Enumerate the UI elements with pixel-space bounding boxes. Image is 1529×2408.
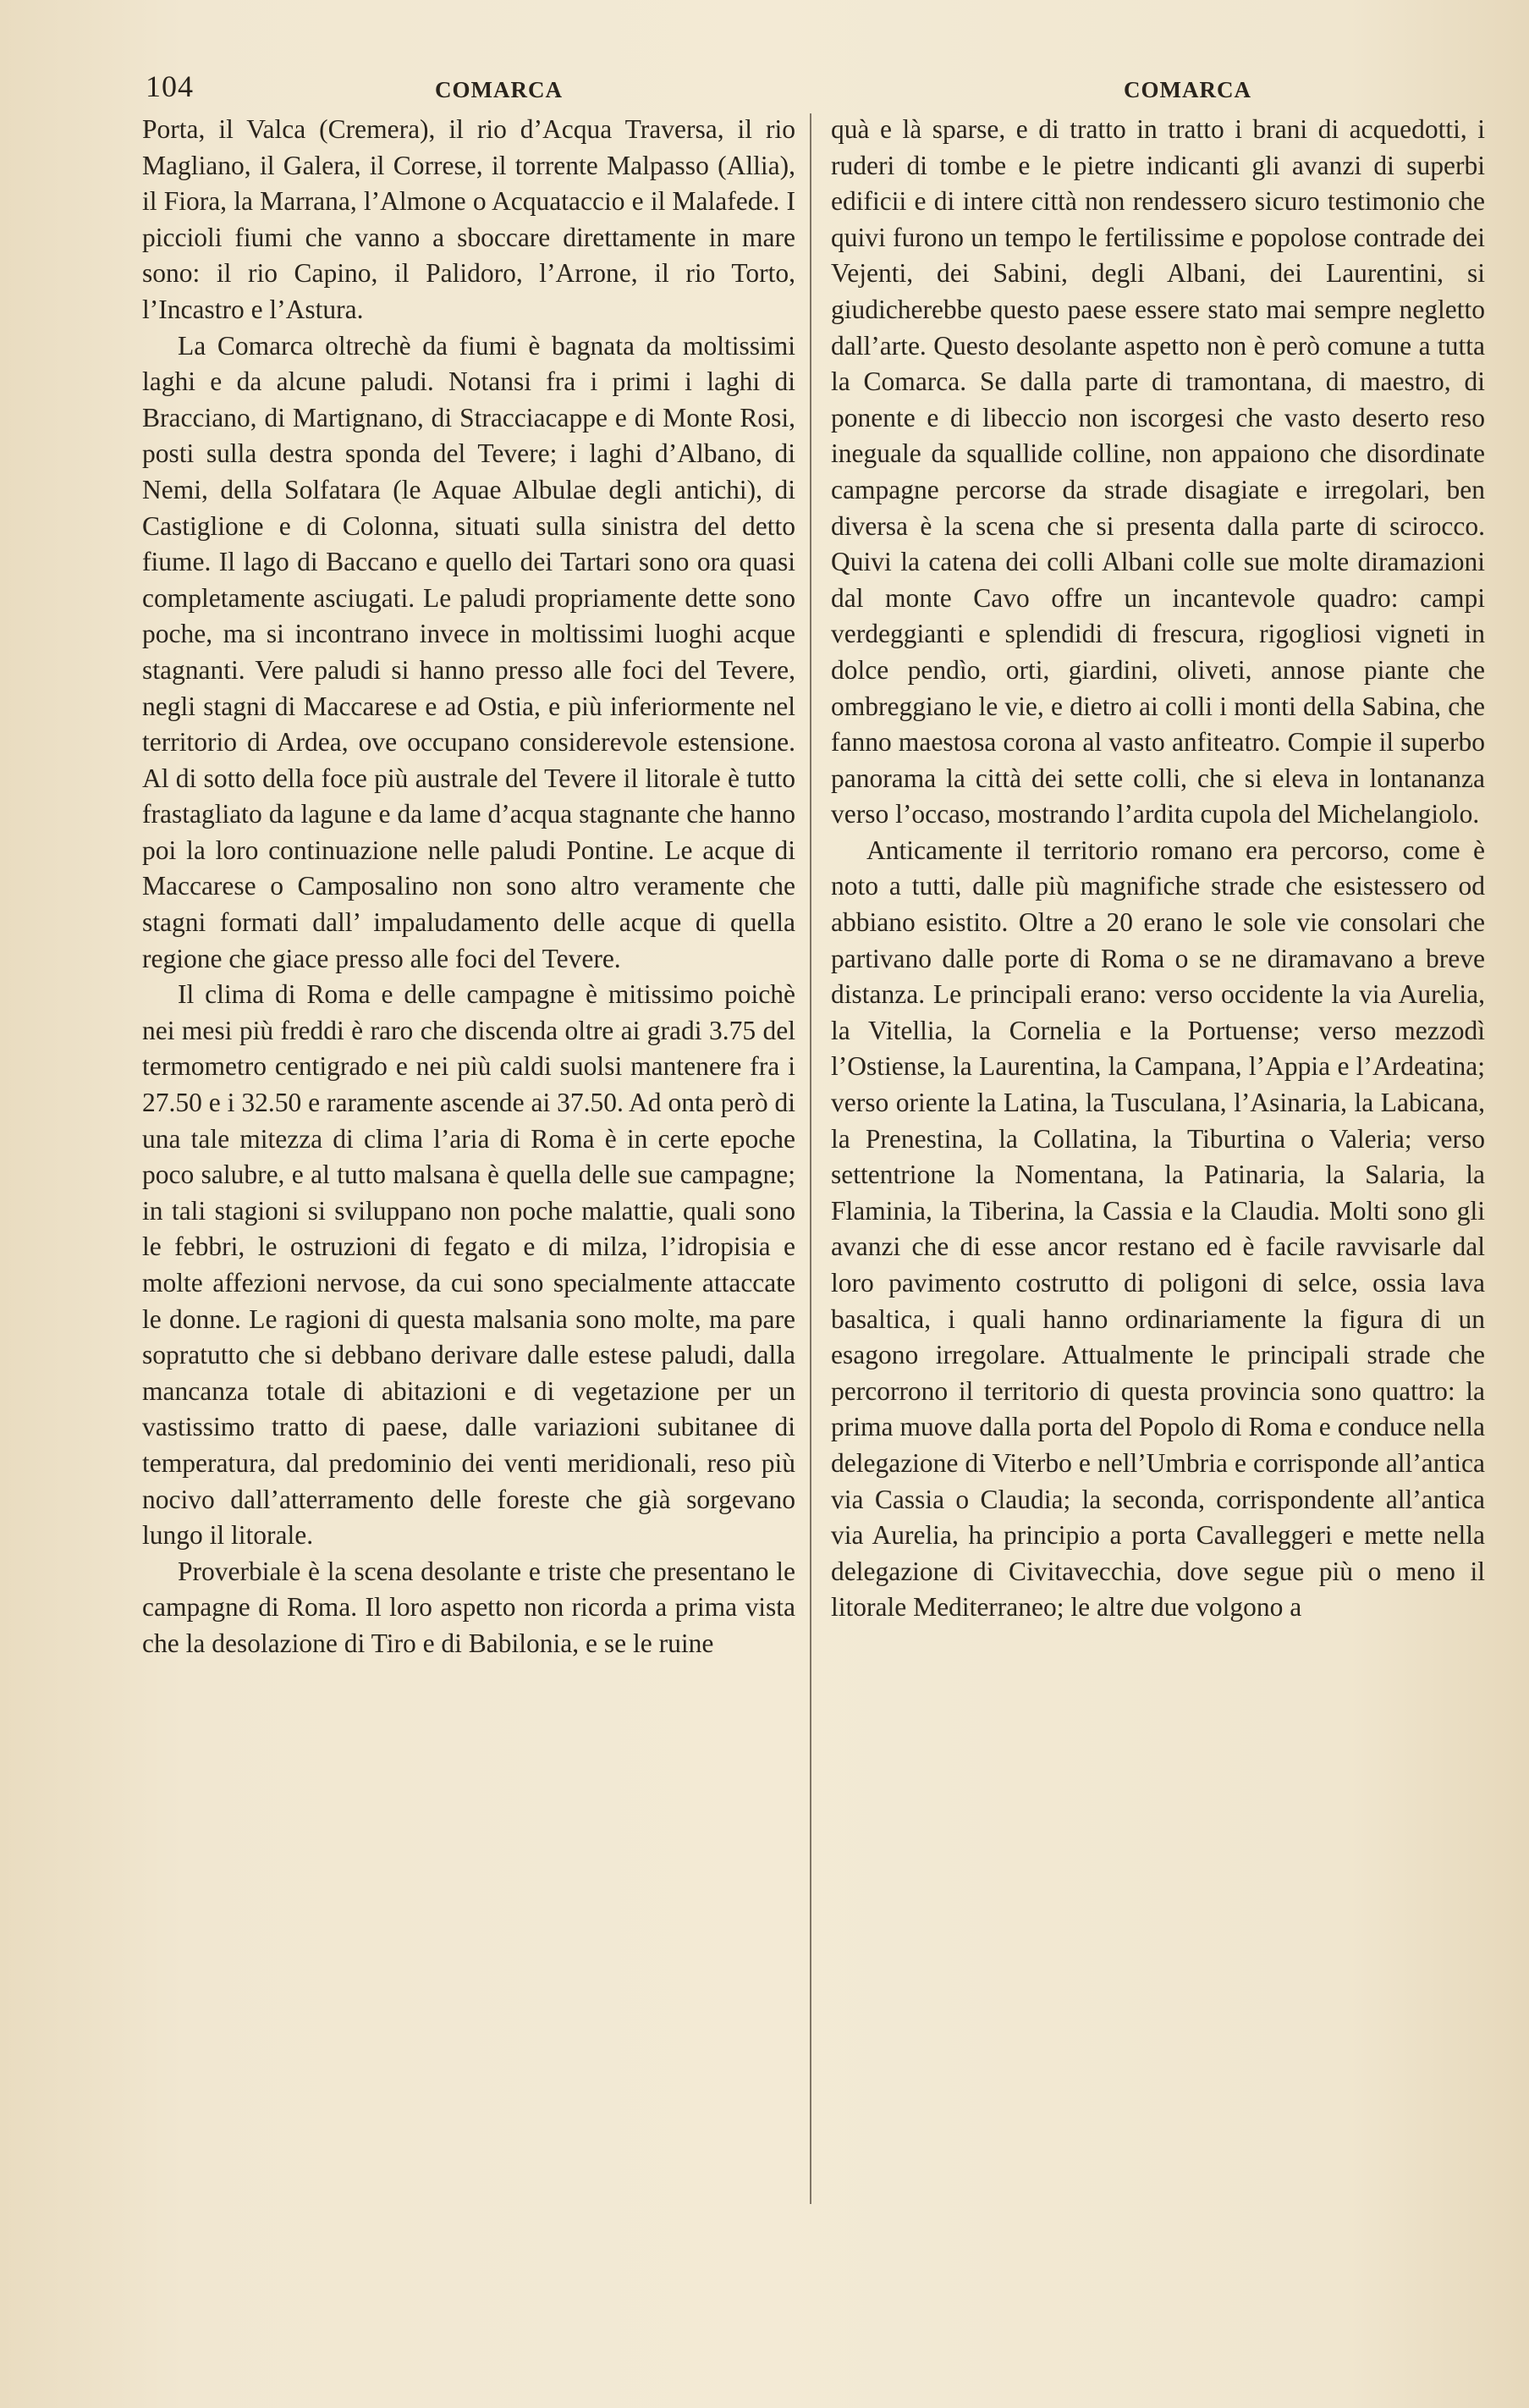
running-head-left: COMARCA (435, 77, 563, 102)
paragraph-lakes-and-marshes: La Comarca oltrechè da fiumi è bagnata da moltissimi laghi e da alcune paludi. Notansi fra i primi i laghi di Bracciano, di Martignano, di Stracciacappe e di Monte Rosi, posti sulla destra sponda del Tevere; i laghi d’Albano, di Nemi, della Solfatara (le Aquae Albulae degli antichi), di Castiglione e di Colonna, situati sulla sinistra del detto fiume. Il lago di Baccano e quello dei Tartari sono ora quasi completamente asciugati. Le paludi propriamente dette sono poche, ma si incontrano invece in moltissimi luoghi acque stagnanti. Vere paludi si hanno presso alle foci del Tevere, negli stagni di Maccarese e ad Ostia, e più inferiormente nel territorio di Ardea, ove occupano considerevole estensione. Al di sotto della foce più australe del Tevere il litorale è tutto frastagliato da lagune e da lame d’acqua stagnante che hanno poi la loro continuazione nelle paludi Pontine. Le acque di Maccarese o Camposalino non sono altro veramente che stagni formati dall’ impaludamento delle acque di quella regione che giace presso alle foci del Tevere. (142, 330, 795, 973)
page-number: 104 (146, 69, 194, 103)
paragraph-ruins-continued: quà e là sparse, e di tratto in tratto i brani di acquedotti, i ruderi di tombe e le pietre indicanti gli avanzi di superbi edificii e di intere città non rendessero sicuro testimonio che quivi furono un tempo le fertilissime e popolose contrade dei Vejenti, dei Sabini, degli Albani, dei Laurentini, si giudicherebbe questo paese essere stato mai sempre negletto dall’arte. Questo desolante aspetto non è però comune a tutta la Comarca. Se dalla parte di tramontana, di maestro, di ponente e di libeccio non iscorgesi che vasto deserto reso ineguale da squallide colline, non appaiono che disordinate campagne percorse da strade disagiate e irregolari, ben diversa è la scena che si presenta dalla parte di scirocco. Quivi la catena dei colli Albani colle sue molte diramazioni dal monte Cavo offre un incantevole quadro: campi verdeggianti e splendidi di frescura, rigogliosi vigneti in dolce pendìo, orti, giardini, oliveti, annose piante che ombreggiano le vie, e dietro ai colli i monti della Sabina, che fanno maestosa corona al vasto anfiteatro. Compie il superbo panorama la città dei sette colli, che si eleva in lontananza verso l’occaso, mostrando l’ardita cupola del Michelangiolo. (831, 114, 1485, 829)
right-column (831, 112, 1485, 1626)
paragraph-roman-roads: Anticamente il territorio romano era percorso, come è noto a tutti, dalle più magnifiche strade che esistessero od abbiano esistito. Oltre a 20 erano le sole vie consolari che partivano dalle porte di Roma o se ne diramavano a breve distanza. Le principali erano: verso occidente la via Aurelia, la Vitellia, la Cornelia e la Portuense; verso mezzodì l’Ostiense, la Laurentina, la Campana, l’Appia e l’Ardeatina; verso oriente la Latina, la Tusculana, l’Asinaria, la Labicana, la Prenestina, la Collatina, la Tiburtina o Valeria; verso settentrione la Nomentana, la Patinaria, la Salaria, la Flaminia, la Tiberina, la Cassia e la Claudia. Molti sono gli avanzi che di esse ancor restano ed è facile ravvisarle dal loro pavimento costrutto di poligoni di selce, ossia lava basaltica, i quali hanno ordinariamente la figura di un esagono irregolare. Attualmente le principali strade che percorrono il territorio di questa provincia sono quattro: la prima muove dalla porta del Popolo di Roma e conduce nella delegazione di Viterbo e nell’Umbria e corrisponde all’antica via Cassia o Claudia; la seconda, corrispondente all’antica via Aurelia, ha principio a porta Cavalleggeri e mette nella delegazione di Civitavecchia, dove segue più o meno il litorale Mediterraneo; le altre due volgono a (831, 835, 1485, 1623)
left-column (142, 112, 795, 1662)
column-divider (810, 113, 811, 2204)
paragraph-climate: Il clima di Roma e delle campagne è mitissimo poichè nei mesi più freddi è raro che discenda oltre ai gradi 3.75 del termometro centigrado e nei più caldi suolsi mantenere fra i 27.50 e i 32.50 e raramente ascende ai 37.50. Ad onta però di una tale mitezza di clima l’aria di Roma è in certe epoche poco salubre, e al tutto malsana è quella delle sue campagne; in tali stagioni si sviluppano non poche malattie, quali sono le febbri, le ostruzioni di fegato e di milza, l’idropisia e molte affezioni nervose, da cui sono specialmente attaccate le donne. Le ragioni di questa malsania sono molte, ma pare sopratutto che si debbano derivare dalle estese paludi, dalla mancanza totale di abitazioni e di vegetazione per un vastissimo tratto di paese, dalle variazioni subitanee di temperatura, dal predominio dei venti meridionali, reso più nocivo dall’atterramento delle foreste che già sorgevano lungo il litorale. (142, 979, 795, 1551)
paragraph-desolate-scene: Proverbiale è la scena desolante e triste che presentano le campagne di Roma. Il loro aspetto non ricorda a prima vista che la desolazione di Tiro e di Babilonia, e se le ruine (142, 1556, 795, 1658)
running-head-right: COMARCA (1124, 77, 1251, 102)
paragraph-rivers-continued: Porta, il Valca (Cremera), il rio d’Acqua Traversa, il rio Magliano, il Galera, il Correse, il torrente Malpasso (Allia), il Fiora, la Marrana, l’Almone o Acquataccio e il Malafede. I piccioli fiumi che vanno a sboccare direttamente in mare sono: il rio Capino, il Palidoro, l’Arrone, il rio Torto, l’Incastro e l’Astura. (142, 114, 795, 324)
